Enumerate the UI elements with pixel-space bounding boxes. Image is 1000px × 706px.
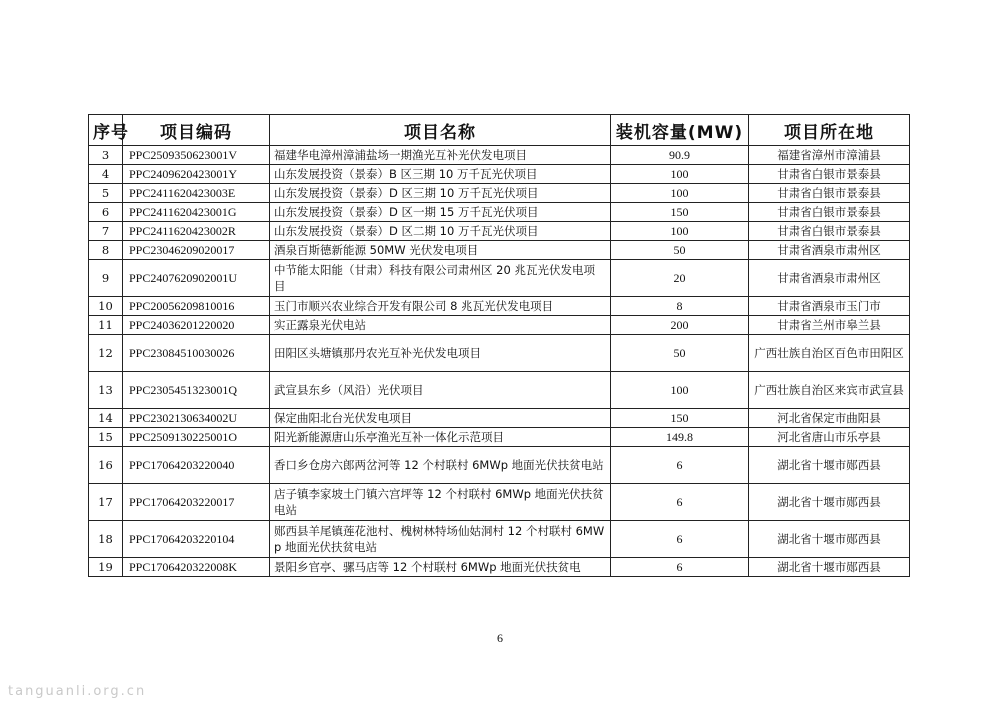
- cell-number: 15: [89, 428, 123, 447]
- cell-capacity: 90.9: [611, 146, 749, 165]
- cell-location: 甘肃省白银市景泰县: [749, 165, 910, 184]
- cell-location: 湖北省十堰市郧西县: [749, 447, 910, 484]
- cell-capacity: 200: [611, 316, 749, 335]
- cell-project-name: 实正露泉光伏电站: [270, 316, 611, 335]
- cell-number: 7: [89, 222, 123, 241]
- cell-project-name: 玉门市顺兴农业综合开发有限公司 8 兆瓦光伏发电项目: [270, 297, 611, 316]
- cell-capacity: 149.8: [611, 428, 749, 447]
- table-row: [89, 335, 910, 372]
- cell-location: 河北省保定市曲阳县: [749, 409, 910, 428]
- cell-location: 湖北省十堰市郧西县: [749, 484, 910, 521]
- cell-project-code: PPC2407620902001U: [123, 260, 270, 297]
- cell-project-code: PPC2509350623001V: [123, 146, 270, 165]
- cell-location: 湖北省十堰市郧西县: [749, 558, 910, 577]
- page-number: 6: [497, 631, 503, 645]
- cell-project-name: 阳光新能源唐山乐亭渔光互补一体化示范项目: [270, 428, 611, 447]
- cell-location: 甘肃省兰州市皋兰县: [749, 316, 910, 335]
- table-row: [89, 428, 910, 447]
- cell-number: 9: [89, 260, 123, 297]
- cell-location: 福建省漳州市漳浦县: [749, 146, 910, 165]
- table-row: [89, 316, 910, 335]
- header-row: [89, 115, 910, 146]
- cell-project-code: PPC17064203220104: [123, 521, 270, 558]
- cell-number: 5: [89, 184, 123, 203]
- cell-capacity: 6: [611, 447, 749, 484]
- cell-project-code: PPC24036201220020: [123, 316, 270, 335]
- cell-project-name: 店子镇李家坡土门镇六宫坪等 12 个村联村 6MWp 地面光伏扶贫电站: [270, 484, 611, 521]
- table-row: [89, 447, 910, 484]
- cell-location: 甘肃省酒泉市玉门市: [749, 297, 910, 316]
- cell-project-name: 山东发展投资（景泰）D 区一期 15 万千瓦光伏项目: [270, 203, 611, 222]
- col-header-code: 项目编码: [123, 115, 270, 146]
- cell-project-code: PPC2411620423003E: [123, 184, 270, 203]
- cell-project-name: 福建华电漳州漳浦盐场一期渔光互补光伏发电项目: [270, 146, 611, 165]
- cell-number: 19: [89, 558, 123, 577]
- cell-capacity: 150: [611, 409, 749, 428]
- col-header-name: 项目名称: [270, 115, 611, 146]
- table-body: [89, 146, 910, 577]
- cell-capacity: 8: [611, 297, 749, 316]
- cell-project-code: PPC2409620423001Y: [123, 165, 270, 184]
- cell-project-name: 景阳乡官亭、骡马店等 12 个村联村 6MWp 地面光伏扶贫电: [270, 558, 611, 577]
- cell-number: 8: [89, 241, 123, 260]
- cell-project-name: 武宣县东乡（风沿）光伏项目: [270, 372, 611, 409]
- cell-capacity: 50: [611, 241, 749, 260]
- cell-project-name: 香口乡仓房六郎两岔河等 12 个村联村 6MWp 地面光伏扶贫电站: [270, 447, 611, 484]
- cell-number: 11: [89, 316, 123, 335]
- cell-number: 14: [89, 409, 123, 428]
- cell-number: 18: [89, 521, 123, 558]
- table-row: [89, 372, 910, 409]
- table-header: [89, 115, 910, 146]
- project-table: [88, 114, 910, 577]
- cell-capacity: 50: [611, 335, 749, 372]
- cell-number: 16: [89, 447, 123, 484]
- cell-project-code: PPC2411620423001G: [123, 203, 270, 222]
- col-header-capacity: 装机容量(MW): [611, 115, 749, 146]
- cell-project-name: 郧西县羊尾镇莲花池村、槐树林特场仙姑洞村 12 个村联村 6MWp 地面光伏扶贫电站: [270, 521, 611, 558]
- cell-capacity: 150: [611, 203, 749, 222]
- table-row: [89, 222, 910, 241]
- cell-project-code: PPC17064203220017: [123, 484, 270, 521]
- cell-number: 12: [89, 335, 123, 372]
- cell-location: 甘肃省白银市景泰县: [749, 184, 910, 203]
- table-row: [89, 260, 910, 297]
- table-row: [89, 165, 910, 184]
- table-row: [89, 146, 910, 165]
- cell-location: 广西壮族自治区百色市田阳区: [749, 335, 910, 372]
- cell-project-name: 保定曲阳北台光伏发电项目: [270, 409, 611, 428]
- cell-number: 6: [89, 203, 123, 222]
- cell-capacity: 6: [611, 484, 749, 521]
- table-row: [89, 484, 910, 521]
- cell-capacity: 100: [611, 372, 749, 409]
- cell-project-name: 酒泉百斯德新能源 50MW 光伏发电项目: [270, 241, 611, 260]
- cell-project-code: PPC2509130225001O: [123, 428, 270, 447]
- cell-project-name: 山东发展投资（景泰）B 区三期 10 万千瓦光伏项目: [270, 165, 611, 184]
- cell-project-code: PPC2411620423002R: [123, 222, 270, 241]
- cell-number: 4: [89, 165, 123, 184]
- cell-project-name: 山东发展投资（景泰）D 区三期 10 万千瓦光伏项目: [270, 184, 611, 203]
- table-row: [89, 241, 910, 260]
- table-row: [89, 184, 910, 203]
- col-header-no: 序号: [89, 115, 123, 146]
- cell-project-code: PPC20056209810016: [123, 297, 270, 316]
- cell-location: 河北省唐山市乐亭县: [749, 428, 910, 447]
- cell-project-code: PPC2302130634002U: [123, 409, 270, 428]
- cell-capacity: 100: [611, 222, 749, 241]
- cell-number: 10: [89, 297, 123, 316]
- table-row: [89, 521, 910, 558]
- watermark: tanguanli.org.cn: [8, 684, 147, 699]
- cell-capacity: 6: [611, 521, 749, 558]
- cell-capacity: 20: [611, 260, 749, 297]
- cell-number: 17: [89, 484, 123, 521]
- cell-capacity: 6: [611, 558, 749, 577]
- cell-location: 甘肃省酒泉市肃州区: [749, 241, 910, 260]
- cell-location: 湖北省十堰市郧西县: [749, 521, 910, 558]
- cell-number: 13: [89, 372, 123, 409]
- cell-project-code: PPC2305451323001Q: [123, 372, 270, 409]
- table-row: [89, 203, 910, 222]
- cell-number: 3: [89, 146, 123, 165]
- table-row: [89, 409, 910, 428]
- cell-project-code: PPC17064203220040: [123, 447, 270, 484]
- cell-location: 甘肃省白银市景泰县: [749, 203, 910, 222]
- cell-capacity: 100: [611, 165, 749, 184]
- cell-location: 广西壮族自治区来宾市武宣县: [749, 372, 910, 409]
- cell-location: 甘肃省白银市景泰县: [749, 222, 910, 241]
- cell-project-code: PPC23084510030026: [123, 335, 270, 372]
- table-row: [89, 558, 910, 577]
- cell-project-name: 田阳区头塘镇那丹农光互补光伏发电项目: [270, 335, 611, 372]
- table-row: [89, 297, 910, 316]
- cell-project-name: 山东发展投资（景泰）D 区二期 10 万千瓦光伏项目: [270, 222, 611, 241]
- cell-project-code: PPC23046209020017: [123, 241, 270, 260]
- col-header-location: 项目所在地: [749, 115, 910, 146]
- cell-project-code: PPC1706420322008K: [123, 558, 270, 577]
- cell-project-name: 中节能太阳能（甘肃）科技有限公司肃州区 20 兆瓦光伏发电项目: [270, 260, 611, 297]
- cell-capacity: 100: [611, 184, 749, 203]
- cell-location: 甘肃省酒泉市肃州区: [749, 260, 910, 297]
